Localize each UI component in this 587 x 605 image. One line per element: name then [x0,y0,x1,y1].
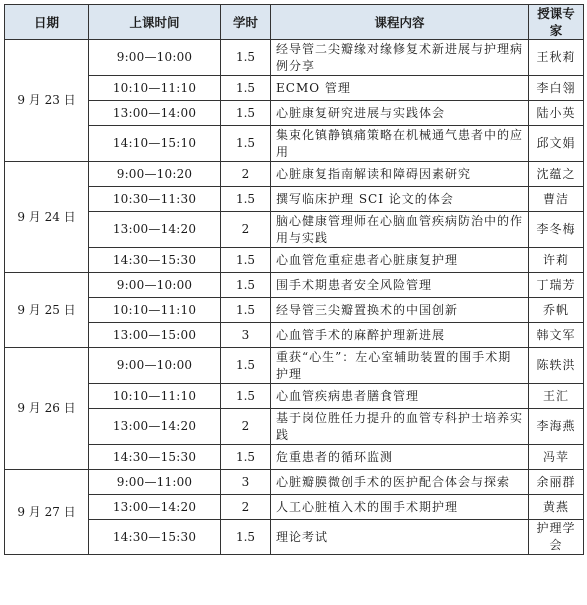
content-cell: 心血管手术的麻醉护理新进展 [271,323,529,348]
content-cell: 经导管二尖瓣缘对缘修复术新进展与护理病例分享 [271,40,529,76]
content-cell: 心脏瓣膜微创手术的医护配合体会与探索 [271,470,529,495]
content-cell: 集束化镇静镇痛策略在机械通气患者中的应用 [271,126,529,162]
hours-cell: 1.5 [221,273,271,298]
teacher-cell: 护理学会 [529,520,584,555]
hours-cell: 1.5 [221,298,271,323]
time-cell: 13:00—14:20 [89,495,221,520]
hours-cell: 2 [221,162,271,187]
time-cell: 9:00—11:00 [89,470,221,495]
content-cell: 人工心脏植入术的围手术期护理 [271,495,529,520]
teacher-cell: 陆小英 [529,101,584,126]
table-row [5,470,584,495]
time-cell: 10:10—11:10 [89,384,221,409]
hours-cell: 3 [221,470,271,495]
teacher-cell: 李冬梅 [529,212,584,248]
time-cell: 14:30—15:30 [89,520,221,555]
date-cell: 9 月 23 日 [5,40,89,162]
date-cell: 9 月 25 日 [5,273,89,348]
course-schedule-table [4,4,584,555]
teacher-cell: 余丽群 [529,470,584,495]
header-date: 日期 [5,5,89,40]
header-teacher: 授课专家 [529,5,584,40]
hours-cell: 1.5 [221,384,271,409]
time-cell: 9:00—10:00 [89,40,221,76]
time-cell: 13:00—14:20 [89,409,221,445]
table-row [5,162,584,187]
hours-cell: 1.5 [221,76,271,101]
content-cell: 基于岗位胜任力提升的血管专科护士培养实践 [271,409,529,445]
content-cell: 心血管疾病患者膳食管理 [271,384,529,409]
teacher-cell: 陈轶洪 [529,348,584,384]
time-cell: 13:00—15:00 [89,323,221,348]
teacher-cell: 李海燕 [529,409,584,445]
table-row [5,187,584,212]
time-cell: 10:30—11:30 [89,187,221,212]
hours-cell: 1.5 [221,101,271,126]
hours-cell: 2 [221,495,271,520]
table-row [5,40,584,76]
hours-cell: 3 [221,323,271,348]
date-cell: 9 月 26 日 [5,348,89,470]
table-row [5,384,584,409]
content-cell: 理论考试 [271,520,529,555]
teacher-cell: 王汇 [529,384,584,409]
date-cell: 9 月 27 日 [5,470,89,555]
content-cell: 心脏康复研究进展与实践体会 [271,101,529,126]
hours-cell: 1.5 [221,40,271,76]
time-cell: 14:30—15:30 [89,445,221,470]
content-cell: 心血管危重症患者心脏康复护理 [271,248,529,273]
header-content: 课程内容 [271,5,529,40]
teacher-cell: 韩文军 [529,323,584,348]
teacher-cell: 沈蕴之 [529,162,584,187]
time-cell: 10:10—11:10 [89,298,221,323]
content-cell: 重获“心生”：左心室辅助装置的围手术期护理 [271,348,529,384]
hours-cell: 1.5 [221,520,271,555]
content-cell: 经导管三尖瓣置换术的中国创新 [271,298,529,323]
table-row [5,520,584,555]
table-row [5,348,584,384]
content-cell: ECMO 管理 [271,76,529,101]
time-cell: 13:00—14:20 [89,212,221,248]
table-row [5,273,584,298]
teacher-cell: 邱文娟 [529,126,584,162]
hours-cell: 2 [221,212,271,248]
hours-cell: 1.5 [221,126,271,162]
time-cell: 9:00—10:00 [89,348,221,384]
teacher-cell: 王秋莉 [529,40,584,76]
content-cell: 危重患者的循环监测 [271,445,529,470]
teacher-cell: 李白翎 [529,76,584,101]
teacher-cell: 曹洁 [529,187,584,212]
teacher-cell: 冯苹 [529,445,584,470]
header-hours: 学时 [221,5,271,40]
teacher-cell: 许莉 [529,248,584,273]
table-row [5,298,584,323]
content-cell: 脑心健康管理师在心脑血管疾病防治中的作用与实践 [271,212,529,248]
header-row [5,5,584,40]
hours-cell: 1.5 [221,348,271,384]
table-row [5,101,584,126]
table-row [5,409,584,445]
table-row [5,248,584,273]
time-cell: 10:10—11:10 [89,76,221,101]
hours-cell: 2 [221,409,271,445]
content-cell: 撰写临床护理 SCI 论文的体会 [271,187,529,212]
time-cell: 9:00—10:20 [89,162,221,187]
date-cell: 9 月 24 日 [5,162,89,273]
time-cell: 13:00—14:00 [89,101,221,126]
content-cell: 围手术期患者安全风险管理 [271,273,529,298]
teacher-cell: 乔帆 [529,298,584,323]
time-cell: 14:10—15:10 [89,126,221,162]
hours-cell: 1.5 [221,187,271,212]
table-row [5,495,584,520]
table-row [5,212,584,248]
content-cell: 心脏康复指南解读和障碍因素研究 [271,162,529,187]
table-row [5,445,584,470]
teacher-cell: 黄燕 [529,495,584,520]
table-row [5,76,584,101]
teacher-cell: 丁瑞芳 [529,273,584,298]
hours-cell: 1.5 [221,248,271,273]
time-cell: 14:30—15:30 [89,248,221,273]
header-time: 上课时间 [89,5,221,40]
time-cell: 9:00—10:00 [89,273,221,298]
table-row [5,323,584,348]
table-row [5,126,584,162]
hours-cell: 1.5 [221,445,271,470]
